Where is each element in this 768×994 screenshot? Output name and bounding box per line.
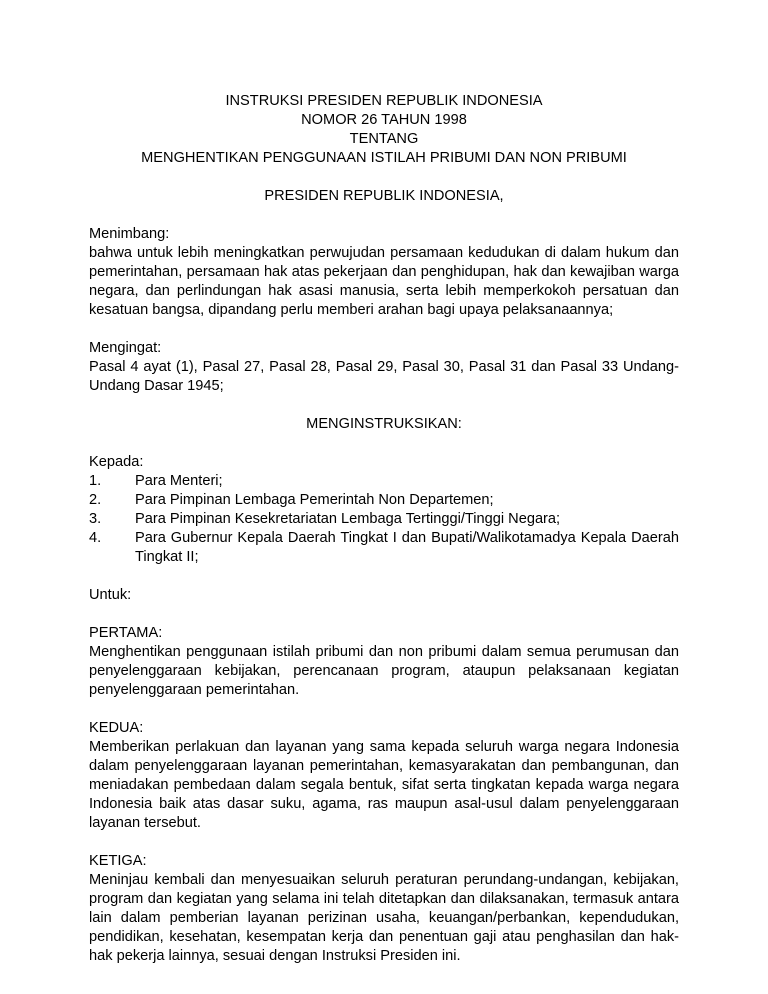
pertama-section — [89, 624, 679, 700]
list-item-number: 4. — [89, 530, 102, 546]
kepada-heading: Kepada: — [89, 454, 144, 470]
mengingat-section — [89, 339, 679, 396]
president-heading: PRESIDEN REPUBLIK INDONESIA, — [264, 188, 504, 204]
ketiga-section — [89, 852, 679, 966]
ketiga-text: Meninjau kembali dan menyesuaikan seluruh peraturan perundang-undangan, kebijakan, program dan kegiatan yang selama ini telah ditetapkan dan dilaksanakan, termasuk antara lain dalam pemberian layanan perizinan usaha, keuangan/perbankan, kependudukan, pendidikan, kesehatan, kesempatan kerja dan penentuan gaji atau penghasilan dan hak-hak pekerja lainnya, sesuai dengan Instruksi Presiden ini. — [89, 872, 679, 964]
menginstruksikan-heading: MENGINSTRUKSIKAN: — [306, 416, 462, 432]
menimbang-section — [89, 225, 679, 320]
list-item-text: Para Pimpinan Kesekretariatan Lembaga Tertinggi/Tinggi Negara; — [135, 511, 561, 527]
kepada-list — [89, 472, 679, 567]
list-item — [89, 472, 679, 491]
list-item-number: 3. — [89, 511, 102, 527]
menimbang-heading: Menimbang: — [89, 226, 170, 242]
kedua-section — [89, 719, 679, 833]
list-item-number: 1. — [89, 473, 102, 489]
title-line-2: NOMOR 26 TAHUN 1998 — [301, 112, 467, 128]
document-title — [89, 92, 679, 168]
mengingat-heading: Mengingat: — [89, 340, 162, 356]
title-line-3: TENTANG — [349, 131, 419, 147]
pertama-text: Menghentikan penggunaan istilah pribumi dan non pribumi dalam semua perumusan dan penyelenggaraan kebijakan, perencanaan program, ataupun pelaksanaan kegiatan penyelenggaraan pemerintahan. — [89, 644, 679, 698]
pertama-heading: PERTAMA: — [89, 625, 163, 641]
list-item — [89, 510, 679, 529]
list-item-text: Para Pimpinan Lembaga Pemerintah Non Departemen; — [135, 492, 494, 508]
ketiga-heading: KETIGA: — [89, 853, 147, 869]
list-item-text: Para Gubernur Kepala Daerah Tingkat I dan Bupati/Walikotamadya Kepala Daerah Tingkat II; — [135, 530, 679, 565]
title-line-4: MENGHENTIKAN PENGGUNAAN ISTILAH PRIBUMI DAN NON PRIBUMI — [141, 150, 627, 166]
list-item — [89, 491, 679, 510]
title-line-1: INSTRUKSI PRESIDEN REPUBLIK INDONESIA — [225, 93, 543, 109]
menimbang-text: bahwa untuk lebih meningkatkan perwujudan persamaan kedudukan di dalam hukum dan pemerintahan, persamaan hak atas pekerjaan dan penghidupan, hak dan kewajiban warga negara, dan perlindungan hak asasi manusia, serta lebih memperkokoh persatuan dan kesatuan bangsa, dipandang perlu memberi arahan bagi upaya pelaksanaannya; — [89, 245, 679, 318]
kedua-heading: KEDUA: — [89, 720, 144, 736]
kepada-section — [89, 453, 679, 567]
document-page — [89, 92, 679, 966]
untuk-heading: Untuk: — [89, 587, 132, 603]
list-item-number: 2. — [89, 492, 102, 508]
mengingat-text: Pasal 4 ayat (1), Pasal 27, Pasal 28, Pasal 29, Pasal 30, Pasal 31 dan Pasal 33 Undang-Undang Dasar 1945; — [89, 359, 679, 394]
list-item-text: Para Menteri; — [135, 473, 223, 489]
list-item — [89, 529, 679, 567]
kedua-text: Memberikan perlakuan dan layanan yang sama kepada seluruh warga negara Indonesia dalam penyelenggaraan layanan pemerintahan, kemasyarakatan dan pembangunan, dan meniadakan pembedaan dalam segala bentuk, sifat serta tingkatan kepada warga negara Indonesia baik atas dasar suku, agama, ras maupun asal-usul dalam penyelenggaraan layanan tersebut. — [89, 739, 679, 831]
